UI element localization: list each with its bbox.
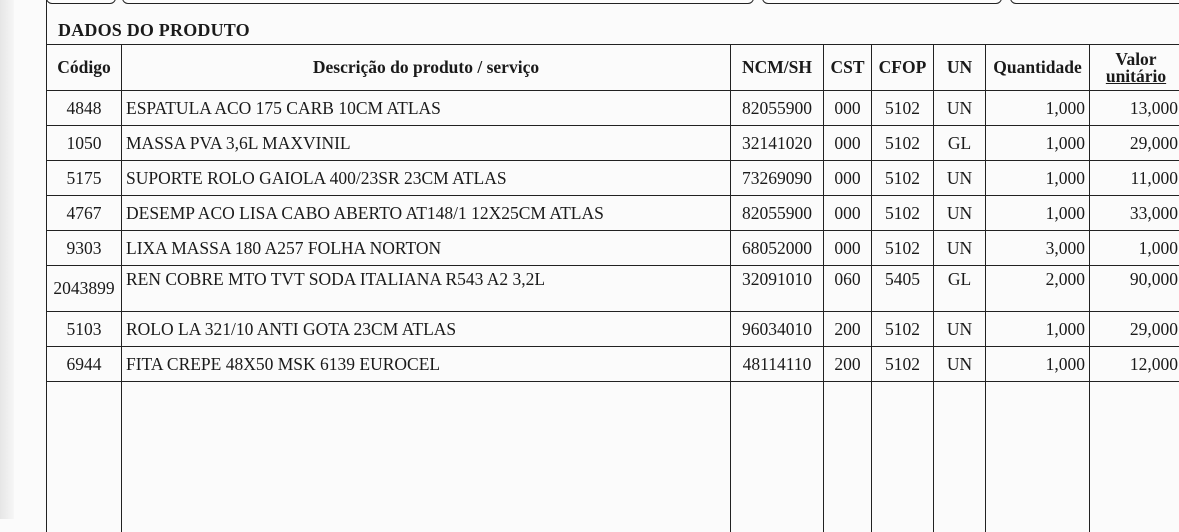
cell-quantidade: 1,000	[986, 91, 1090, 126]
cell-valor-unitario: 12,000	[1090, 347, 1179, 382]
cell-un: UN	[934, 231, 986, 266]
cell-cfop: 5102	[872, 161, 934, 196]
cell-valor-unitario: 1,000	[1090, 231, 1179, 266]
cell-valor-unitario: 29,000	[1090, 312, 1179, 347]
cell-descricao: LIXA MASSA 180 A257 FOLHA NORTON	[122, 231, 731, 266]
cell-cfop: 5405	[872, 266, 934, 312]
cell-cfop: 5102	[872, 231, 934, 266]
cell-un: GL	[934, 266, 986, 312]
cell-valor-unitario: 33,000	[1090, 196, 1179, 231]
cell-cst: 000	[824, 231, 872, 266]
cell-cst: 000	[824, 161, 872, 196]
header-field-box	[46, 0, 116, 4]
col-header-codigo: Código	[47, 45, 122, 91]
cell-ncm: 32091010	[731, 266, 824, 312]
table-row	[47, 312, 1179, 347]
cell-descricao: ROLO LA 321/10 ANTI GOTA 23CM ATLAS	[122, 312, 731, 347]
cell-un: UN	[934, 91, 986, 126]
cell-un: UN	[934, 196, 986, 231]
cell-ncm: 82055900	[731, 196, 824, 231]
col-header-valor-line2: unitário	[1094, 68, 1178, 85]
page-edge-shadow	[0, 0, 14, 519]
cell-codigo: 4848	[47, 91, 122, 126]
table-row	[47, 231, 1179, 266]
header-field-box	[122, 0, 754, 4]
cell-cst: 000	[824, 91, 872, 126]
col-header-valor-unitario	[1090, 45, 1179, 91]
cell-cfop: 5102	[872, 126, 934, 161]
cell-cst: 060	[824, 266, 872, 312]
col-header-descricao: Descrição do produto / serviço	[122, 45, 731, 91]
section-title: DADOS DO PRODUTO	[58, 20, 250, 41]
cell-ncm: 68052000	[731, 231, 824, 266]
cell-codigo: 6944	[47, 347, 122, 382]
cell-valor-unitario: 11,000	[1090, 161, 1179, 196]
cell-codigo: 5103	[47, 312, 122, 347]
cell-ncm: 82055900	[731, 91, 824, 126]
blank-cell	[122, 382, 731, 532]
blank-cell	[47, 382, 122, 532]
cell-valor-unitario: 29,000	[1090, 126, 1179, 161]
cell-cst: 200	[824, 347, 872, 382]
cell-codigo: 4767	[47, 196, 122, 231]
table-row	[47, 347, 1179, 382]
blank-cell	[824, 382, 872, 532]
header-field-box	[762, 0, 1002, 4]
cell-cfop: 5102	[872, 347, 934, 382]
cell-cfop: 5102	[872, 196, 934, 231]
table-header-row	[47, 45, 1179, 91]
cell-descricao: SUPORTE ROLO GAIOLA 400/23SR 23CM ATLAS	[122, 161, 731, 196]
cell-un: UN	[934, 161, 986, 196]
cell-un: GL	[934, 126, 986, 161]
cell-cfop: 5102	[872, 91, 934, 126]
table-blank-row	[47, 382, 1179, 532]
cell-ncm: 48114110	[731, 347, 824, 382]
header-field-box	[1010, 0, 1179, 4]
cell-codigo: 5175	[47, 161, 122, 196]
col-header-cfop: CFOP	[872, 45, 934, 91]
cell-cst: 000	[824, 126, 872, 161]
cell-un: UN	[934, 312, 986, 347]
cell-valor-unitario: 13,000	[1090, 91, 1179, 126]
cell-cst: 000	[824, 196, 872, 231]
cell-un: UN	[934, 347, 986, 382]
table-row	[47, 91, 1179, 126]
cell-quantidade: 1,000	[986, 347, 1090, 382]
col-header-ncm: NCM/SH	[731, 45, 824, 91]
table-row	[47, 126, 1179, 161]
col-header-un: UN	[934, 45, 986, 91]
cell-codigo: 9303	[47, 231, 122, 266]
cell-codigo: 2043899	[47, 266, 122, 312]
cell-quantidade: 2,000	[986, 266, 1090, 312]
cell-descricao: FITA CREPE 48X50 MSK 6139 EUROCEL	[122, 347, 731, 382]
cell-descricao: REN COBRE MTO TVT SODA ITALIANA R543 A2 3,2L	[122, 266, 731, 312]
cell-ncm: 73269090	[731, 161, 824, 196]
col-header-valor-line1: Valor	[1094, 51, 1178, 68]
cell-cfop: 5102	[872, 312, 934, 347]
cell-quantidade: 1,000	[986, 312, 1090, 347]
blank-cell	[934, 382, 986, 532]
blank-cell	[872, 382, 934, 532]
cell-codigo: 1050	[47, 126, 122, 161]
cell-valor-unitario: 90,000	[1090, 266, 1179, 312]
cell-ncm: 96034010	[731, 312, 824, 347]
table-row	[47, 196, 1179, 231]
cell-cst: 200	[824, 312, 872, 347]
cell-quantidade: 1,000	[986, 196, 1090, 231]
cell-quantidade: 1,000	[986, 126, 1090, 161]
blank-cell	[731, 382, 824, 532]
blank-cell	[986, 382, 1090, 532]
cell-quantidade: 3,000	[986, 231, 1090, 266]
col-header-cst: CST	[824, 45, 872, 91]
products-table	[46, 44, 1179, 532]
cell-quantidade: 1,000	[986, 161, 1090, 196]
col-header-quantidade: Quantidade	[986, 45, 1090, 91]
cell-ncm: 32141020	[731, 126, 824, 161]
cell-descricao: MASSA PVA 3,6L MAXVINIL	[122, 126, 731, 161]
cell-descricao: DESEMP ACO LISA CABO ABERTO AT148/1 12X25CM ATLAS	[122, 196, 731, 231]
cell-descricao: ESPATULA ACO 175 CARB 10CM ATLAS	[122, 91, 731, 126]
blank-cell	[1090, 382, 1179, 532]
table-row	[47, 161, 1179, 196]
table-row	[47, 266, 1179, 312]
